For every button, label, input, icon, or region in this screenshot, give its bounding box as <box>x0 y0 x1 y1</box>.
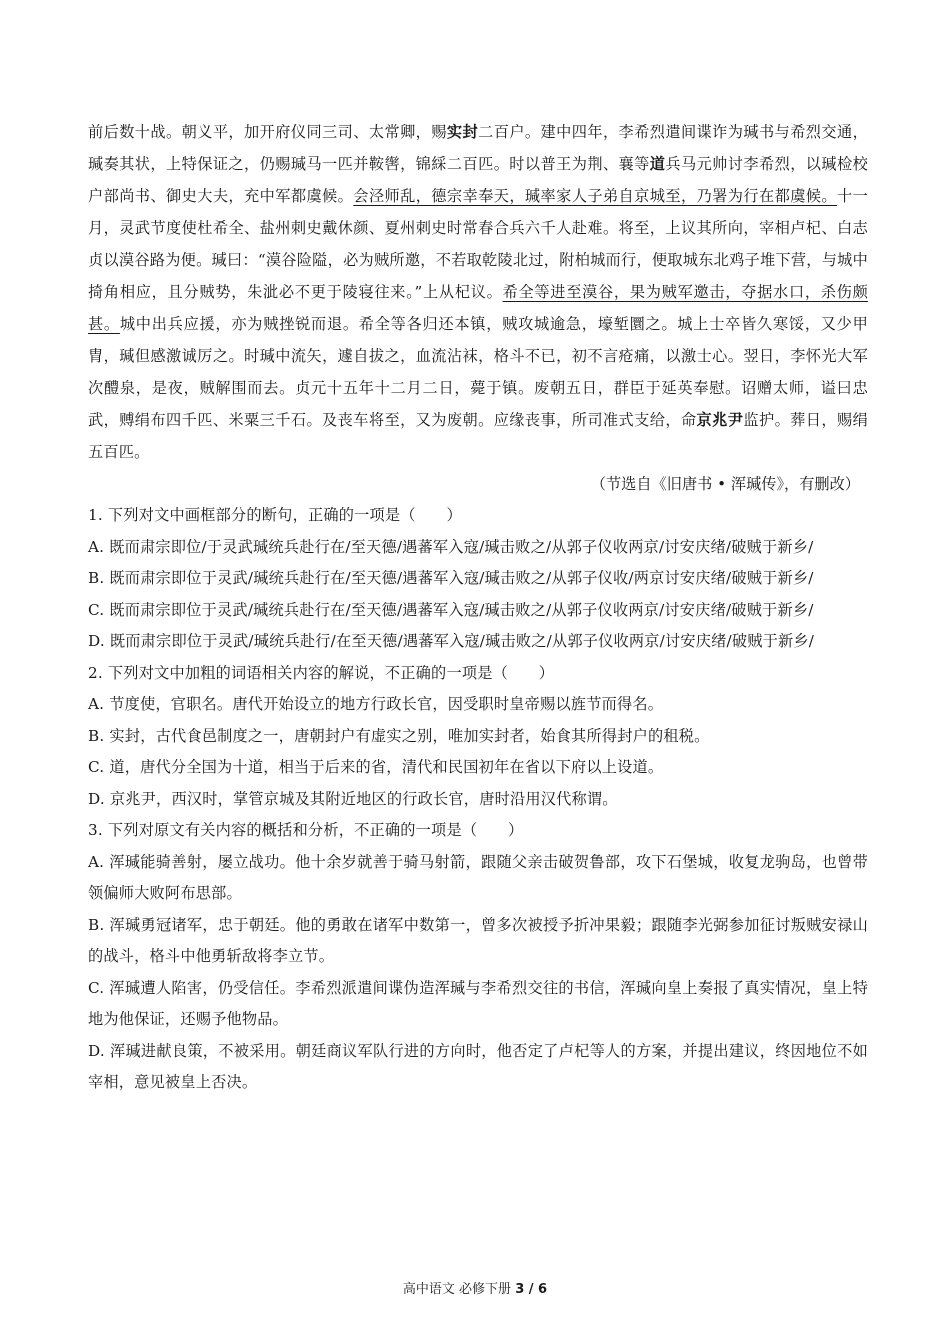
question-stem: 3. 下列对原文有关内容的概括和分析，不正确的一项是（ ） <box>88 821 524 839</box>
passage-paragraph <box>88 116 868 468</box>
bold-term-jingzhaoyin: 京兆尹 <box>696 411 744 429</box>
option-a: A. 节度使，官职名。唐代开始设立的地方行政长官，因受职时皇帝赐以旌节而得名。 <box>88 695 664 713</box>
passage-text: 兵马元帅讨李希烈，以瑊检校户部尚书、御史大夫，充中军都虞候。 <box>88 155 868 205</box>
question-3 <box>88 815 868 1099</box>
passage-text: 二百户。建中四年，李希烈遣间谍诈为瑊书与希烈交通，瑊奏其状，上特保证之，仍赐瑊马一匹并鞍辔，锦綵二百匹。时以普王为荆、襄等 <box>88 123 869 173</box>
page-footer <box>0 1278 950 1297</box>
question-stem: 2. 下列对文中加粗的词语相关内容的解说，不正确的一项是（ ） <box>88 663 555 682</box>
page-number: 3 / 6 <box>515 1282 548 1297</box>
option-c: C. 道，唐代分全国为十道，相当于后来的省，清代和民国初年在省以下府以上设道。 <box>88 758 664 776</box>
underlined-sentence-1: 会泾师乱，德宗幸奉天，瑊率家人子弟自京城至，乃署为行在都虞候。 <box>353 187 838 205</box>
underlined-sentence-2: 希全等进至漠谷，果为贼军邀击，夺据水口，杀伤颇甚。 <box>88 283 868 333</box>
option-d: D. 浑瑊进献良策，不被采用。朝廷商议军队行进的方向时，他否定了卢杞等人的方案，并提出建议，终因地位不如宰相，意见被皇上否决。 <box>88 1041 868 1091</box>
bold-term-dao: 道 <box>649 155 666 173</box>
option-d: D. 京兆尹，西汉时，掌管京城及其附近地区的行政长官，唐时沿用汉代称谓。 <box>88 789 618 808</box>
option-b: B. 实封，古代食邑制度之一，唐朝封户有虚实之别，唯加实封者，始食其所得封户的租税。 <box>88 726 710 745</box>
option-c: C. 既而肃宗即位于灵武/瑊统兵赴行在/至天德/遇蕃军入寇/瑊击败之/从郭子仪收两京/讨安庆绪/破贼于新乡/ <box>88 600 814 619</box>
option-d: D. 既而肃宗即位于灵武/瑊统兵赴行/在至天德/遇蕃军入寇/瑊击败之/从郭子仪收两京/讨安庆绪/破贼于新乡/ <box>88 632 815 650</box>
source-citation: （节选自《旧唐书 • 浑瑊传》，有删改） <box>590 475 860 493</box>
passage-text: 城中出兵应援，亦为贼挫锐而退。希全等各归还本镇，贼攻城逾急，壕堑圜之。城上士卒皆久寒馁，又少甲胄，瑊但感激诚厉之。时瑊中流矢，遽自拔之，血流沾袜，格斗不已，初不言疮痛，以激士心。翌日，李怀光大军次醴泉，是夜，贼解围而去。贞元十五年十二月二日，薨于镇。废朝五日，群臣于延英奉慰。诏赠太师，谥曰忠武，赙绢布四千匹、米粟三千石。及丧车将至，又为废朝。应缘丧事，所司准式支给，命 <box>88 315 868 429</box>
passage-text: 十一月，灵武节度使杜希全、盐州刺史戴休颜、夏州刺史时常春合兵六千人赴难。将至，上议其所向，宰相卢杞、白志贞以漠谷路为便。瑊曰：“漠谷险隘，必为贼所邀，不若取乾陵北过，附柏城而行，便取城东北鸡子堆下营，与城中掎角相应，且分贼势，朱泚必不更于陵寝往来。”上从杞议。 <box>88 187 869 301</box>
option-b: B. 浑瑊勇冠诸军，忠于朝廷。他的勇敢在诸军中数第一，曾多次被授予折冲果毅；跟随李光弼参加征讨叛贼安禄山的战斗，格斗中他勇斩敌将李立节。 <box>88 915 868 965</box>
option-a: A. 既而肃宗即位/于灵武瑊统兵赴行在/至天德/遇蕃军入寇/瑊击败之/从郭子仪收两京/讨安庆绪/破贼于新乡/ <box>88 537 814 556</box>
option-b: B. 既而肃宗即位于灵武/瑊统兵赴行在/至天德/遇蕃军入寇/瑊击败之/从郭子仪收/两京讨安庆绪/破贼于新乡/ <box>88 569 814 587</box>
document-body <box>88 116 868 1099</box>
question-stem: 1. 下列对文中画框部分的断句，正确的一项是（ ） <box>88 506 462 524</box>
question-1 <box>88 500 868 658</box>
bold-term-shifeng: 实封 <box>446 123 479 141</box>
question-2 <box>88 658 868 816</box>
footer-title: 高中语文 必修下册 <box>402 1282 516 1297</box>
passage-text: 前后数十战。朝义平，加开府仪同三司、太常卿，赐 <box>88 123 447 141</box>
option-c: C. 浑瑊遭人陷害，仍受信任。李希烈派遣间谍伪造浑瑊与李希烈交往的书信，浑瑊向皇上奏报了真实情况，皇上特地为他保证，还赐予他物品。 <box>88 978 868 1028</box>
passage-text: 监护。葬日，赐绢五百匹。 <box>88 411 868 461</box>
option-a: A. 浑瑊能骑善射，屡立战功。他十余岁就善于骑马射箭，跟随父亲击破贺鲁部，攻下石堡城，收复龙驹岛，也曾带领偏师大败阿布思部。 <box>88 852 868 902</box>
